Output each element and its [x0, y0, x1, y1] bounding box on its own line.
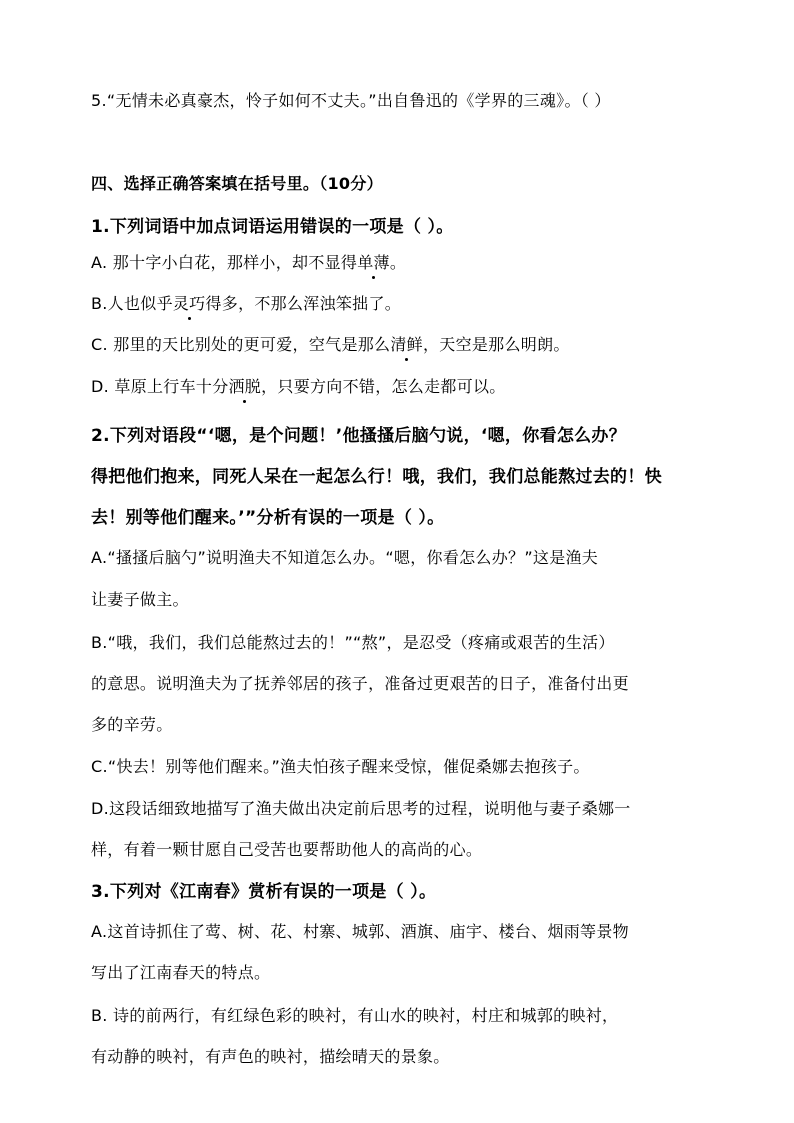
question-2-option-d-line-2: 样，有着一颗甘愿自己受苦也要帮助他人的高尚的心。 [91, 840, 483, 859]
dotted-word: 洒脱 [229, 374, 262, 397]
section-4-heading: 四、选择正确答案填在括号里。（10分） [91, 174, 383, 193]
question-3-option-b-line-2: 有动静的映衬，有声色的映衬，描绘晴天的景象。 [91, 1047, 450, 1066]
question-3-stem: 3.下列对《江南春》赏析有误的一项是（ ）。 [91, 882, 437, 902]
dotted-word: 灵巧 [173, 291, 206, 314]
question-2-stem-line-1: 2.下列对语段“‘嗯，是个问题！’他搔搔后脑勺说，‘嗯，你看怎么办？ [91, 426, 627, 446]
question-1-option-d: D. 草原上行车十分洒脱，只要方向不错，怎么走都可以。 [91, 374, 506, 397]
question-2-option-b-line-2: 的意思。说明渔夫为了抚养邻居的孩子，准备过更艰苦的日子，准备付出更 [91, 674, 629, 693]
question-2-stem-line-3: 去！别等他们醒来。’”分析有误的一项是（ ）。 [91, 508, 445, 528]
question-2-stem-line-2: 得把他们抱来，同死人呆在一起怎么行！哦，我们，我们总能熬过去的！快 [91, 467, 662, 487]
question-2-option-d-line-1: D.这段话细致地描写了渔夫做出决定前后思考的过程，说明他与妻子桑娜一 [91, 799, 631, 818]
question-1-stem: 1.下列词语中加点词语运用错误的一项是（ ）。 [91, 217, 454, 237]
question-3-option-a-line-1: A.这首诗抓住了莺、树、花、村寨、城郭、酒旗、庙宇、楼台、烟雨等景物 [91, 922, 629, 941]
question-2-option-a-line-1: A.“搔搔后脑勺”说明渔夫不知道怎么办。“嗯，你看怎么办？”这是渔夫 [91, 548, 599, 567]
question-1-option-b: B.人也似乎灵巧得多，不那么浑浊笨拙了。 [91, 291, 401, 314]
question-2-option-b-line-3: 多的辛劳。 [91, 715, 173, 734]
question-2-option-b-line-1: B.“哦，我们，我们总能熬过去的！”“熬”，是忍受（疼痛或艰苦的生活） [91, 633, 615, 652]
question-2-option-a-line-2: 让妻子做主。 [91, 590, 189, 609]
question-1-option-a: A. 那十字小白花，那样小，却不显得单薄。 [91, 250, 406, 273]
question-3-option-a-line-2: 写出了江南春天的特点。 [91, 963, 271, 982]
dotted-word: 单薄 [357, 250, 390, 273]
question-3-option-b-line-1: B. 诗的前两行，有红绿色彩的映衬，有山水的映衬，村庄和城郭的映衬， [91, 1006, 619, 1025]
question-5-statement: 5.“无情未必真豪杰，怜子如何不丈夫。”出自鲁迅的《学界的三魂》。（ ） [91, 91, 611, 110]
question-2-option-c: C.“快去！别等他们醒来。”渔夫怕孩子醒来受惊，催促桑娜去抱孩子。 [91, 757, 590, 776]
dotted-word: 清鲜 [390, 332, 423, 355]
question-1-option-c: C. 那里的天比别处的更可爱，空气是那么清鲜，天空是那么明朗。 [91, 332, 570, 355]
